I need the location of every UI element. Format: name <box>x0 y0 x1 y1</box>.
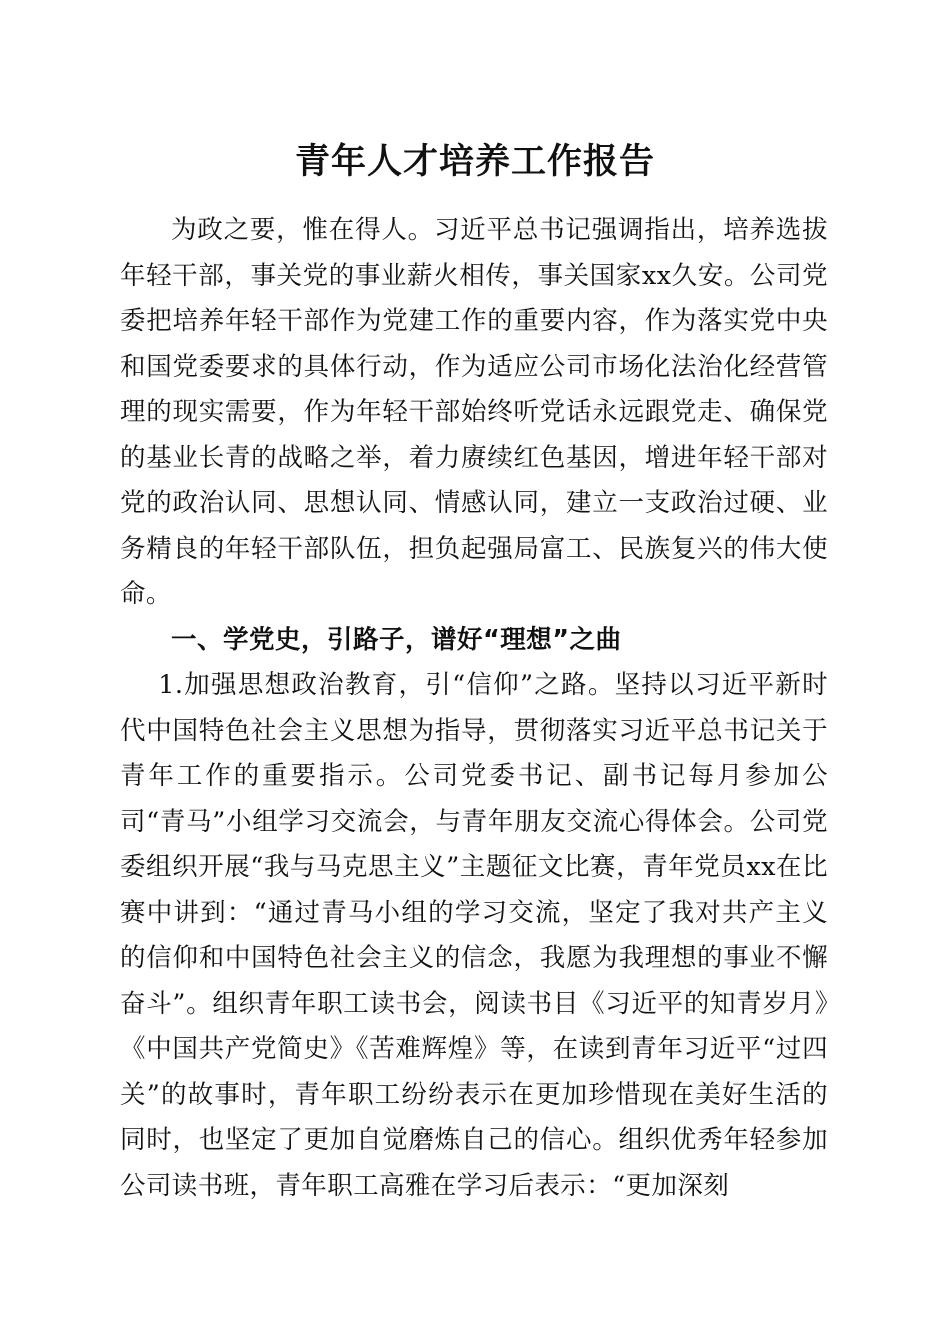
section-heading: 一、学党史，引路子，谱好“理想”之曲 <box>171 624 622 655</box>
document-title: 青年人才培养工作报告 <box>294 141 655 182</box>
document-body <box>120 208 828 1209</box>
intro-paragraph: 为政之要，惟在得人。习近平总书记强调指出，培养选拔年轻干部，事关党的事业薪火相传，事关国家xx久安。公司党委把培养年轻干部作为党建工作的重要内容，作为落实党中央和国党委要求的具体行动，作为适应公司市场化法治化经营管理的现实需要，作为年轻干部始终听党话永远跟党走、确保党的基业长青的战略之举，着力赓续红色基因，增进年轻干部对党的政治认同、思想认同、情感认同，建立一支政治过硬、业务精良的年轻干部队伍，担负起强局富工、民族复兴的伟大使命。 <box>120 215 828 609</box>
section-paragraph: 1.加强思想政治教育，引“信仰”之路。坚持以习近平新时代中国特色社会主义思想为指导，贯彻落实习近平总书记关于青年工作的重要指示。公司党委书记、副书记每月参加公司“青马”小组学习交流会，与青年朋友交流心得体会。公司党委组织开展“我与马克思主义”主题征文比赛，青年党员xx在比赛中讲到：“通过青马小组的学习交流，坚定了我对共产主义的信仰和中国特色社会主义的信念，我愿为我理想的事业不懈奋斗”。组织青年职工读书会，阅读书目《习近平的知青岁月》《中国共产党简史》《苦难辉煌》等，在读到青年习近平“过四关”的故事时，青年职工纷纷表示在更加珍惜现在美好生活的同时，也坚定了更加自觉磨炼自己的信心。组织优秀年轻参加公司读书班，青年职工高雅在学习后表示：“更加深刻 <box>120 670 828 1201</box>
